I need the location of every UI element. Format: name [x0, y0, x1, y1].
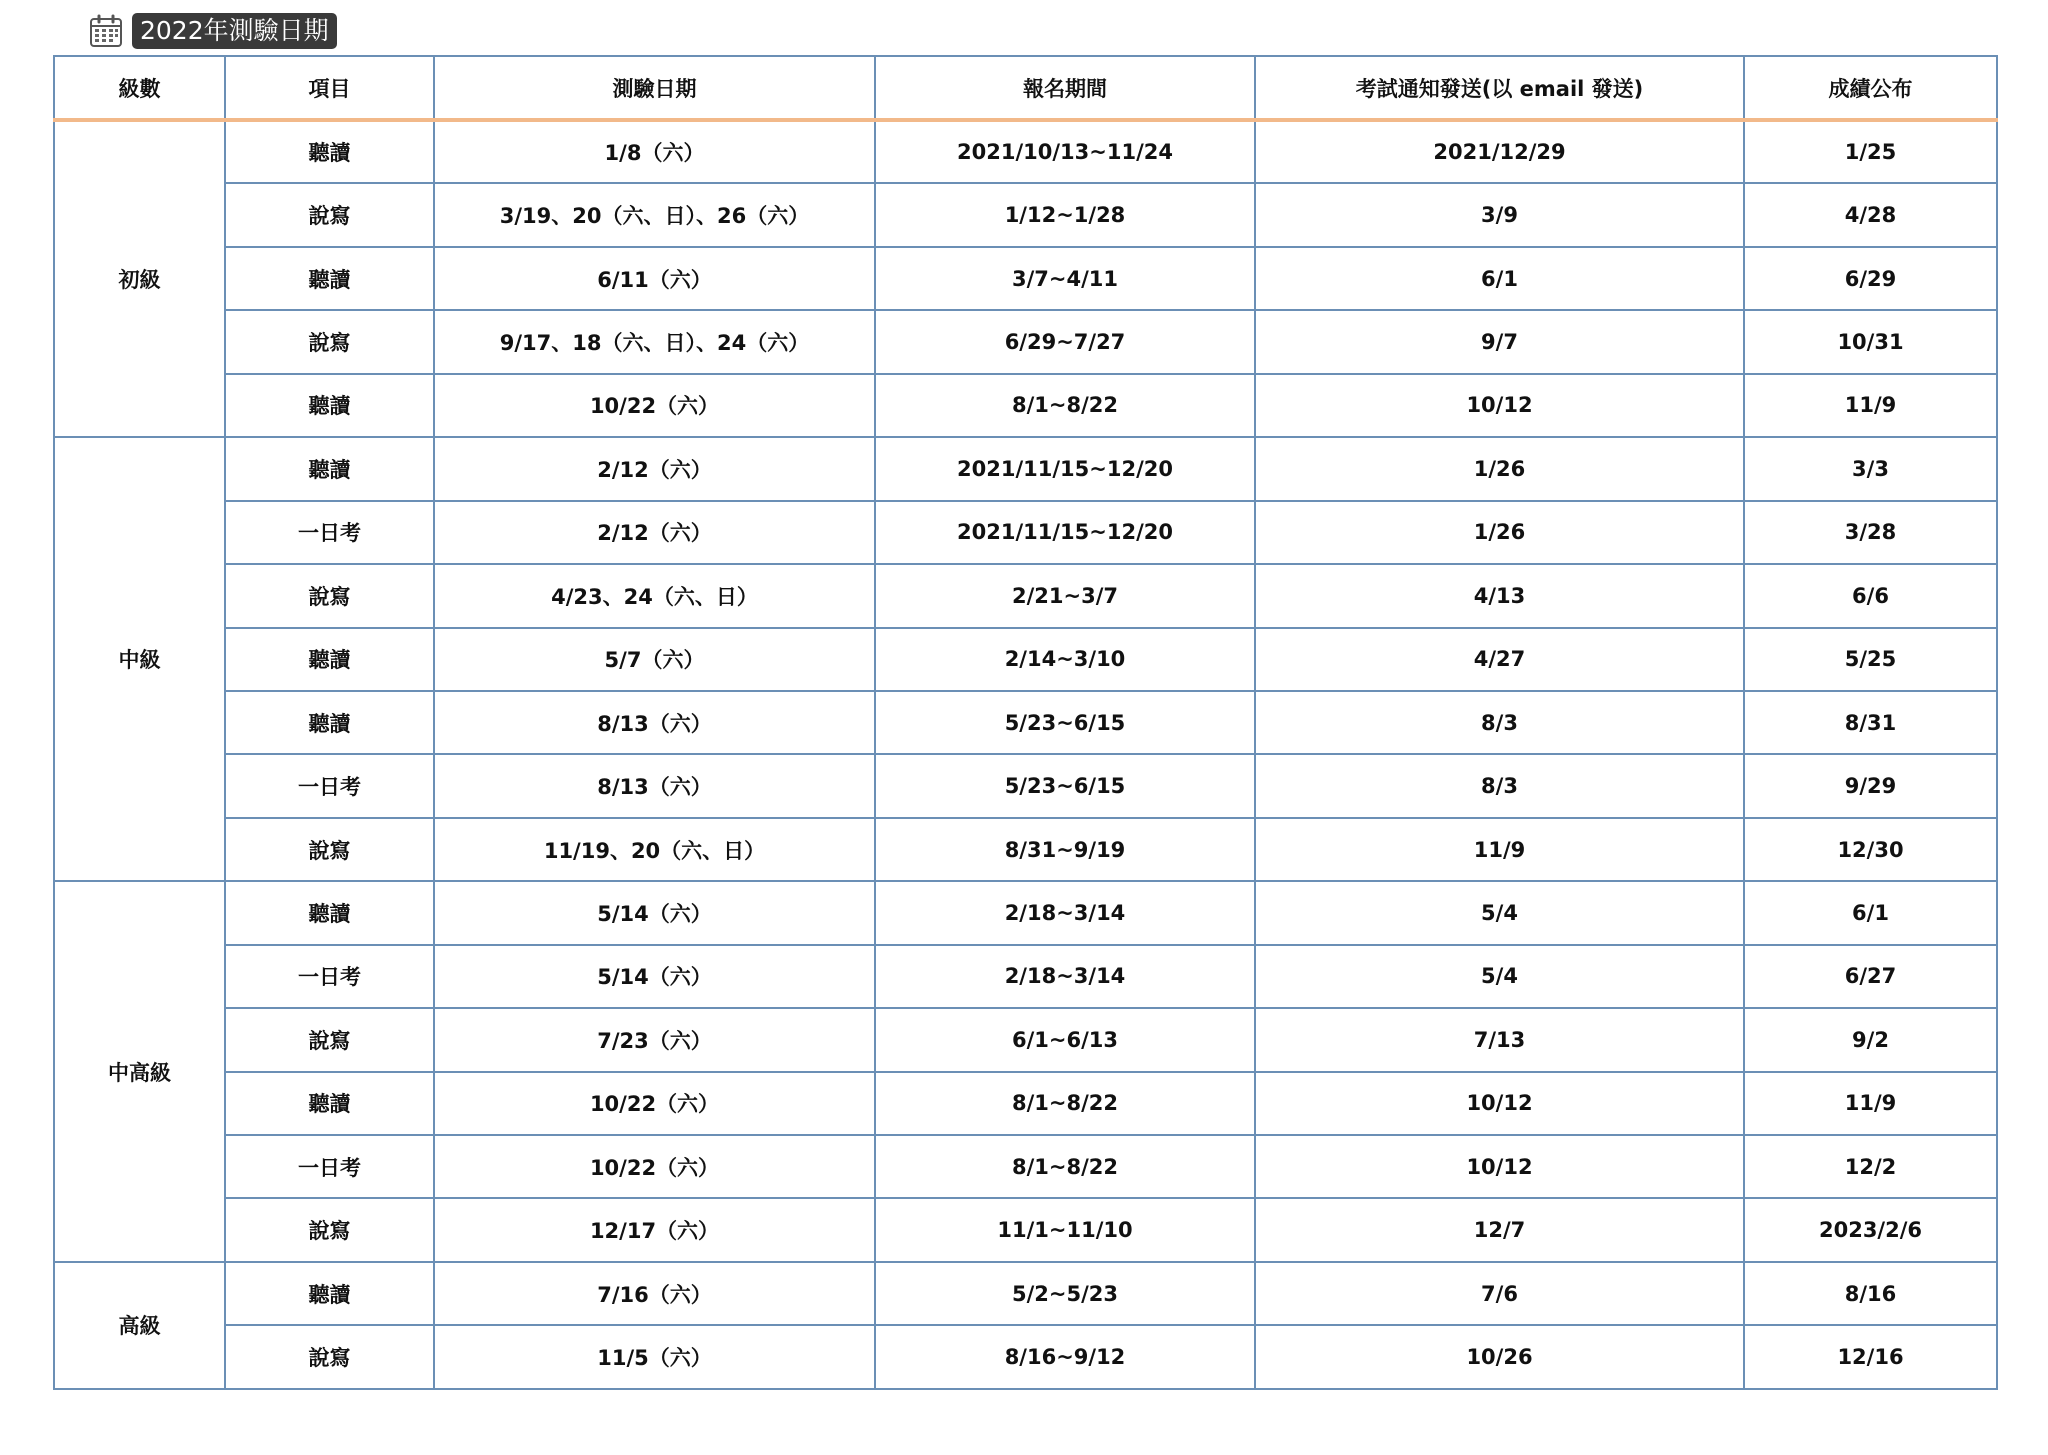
results-cell: 10/31 — [1744, 310, 1997, 373]
results-cell: 9/2 — [1744, 1008, 1997, 1071]
results-cell: 11/9 — [1744, 1072, 1997, 1135]
test-date-cell: 5/14（六） — [434, 881, 875, 944]
results-cell: 4/28 — [1744, 183, 1997, 246]
table-row — [54, 1008, 1997, 1071]
item-cell: 聽讀 — [225, 247, 434, 310]
table-row — [54, 310, 1997, 373]
notification-cell: 2021/12/29 — [1255, 120, 1744, 183]
registration-cell: 2021/11/15~12/20 — [875, 501, 1255, 564]
notification-cell: 6/1 — [1255, 247, 1744, 310]
test-date-cell: 10/22（六） — [434, 374, 875, 437]
notification-cell: 8/3 — [1255, 691, 1744, 754]
results-cell: 11/9 — [1744, 374, 1997, 437]
registration-cell: 2021/10/13~11/24 — [875, 120, 1255, 183]
registration-cell: 6/1~6/13 — [875, 1008, 1255, 1071]
results-cell: 8/31 — [1744, 691, 1997, 754]
test-date-cell: 3/19、20（六、日）、26（六） — [434, 183, 875, 246]
notification-cell: 1/26 — [1255, 501, 1744, 564]
level-cell: 中級 — [54, 437, 225, 881]
item-cell: 說寫 — [225, 818, 434, 881]
item-cell: 一日考 — [225, 1135, 434, 1198]
item-cell: 說寫 — [225, 183, 434, 246]
test-date-cell: 7/16（六） — [434, 1262, 875, 1325]
results-cell: 12/2 — [1744, 1135, 1997, 1198]
test-date-cell: 5/14（六） — [434, 945, 875, 1008]
notification-cell: 7/6 — [1255, 1262, 1744, 1325]
table-row — [54, 818, 1997, 881]
schedule-body — [54, 120, 1997, 1389]
table-row — [54, 564, 1997, 627]
header-results: 成績公布 — [1744, 56, 1997, 120]
table-row — [54, 501, 1997, 564]
item-cell: 聽讀 — [225, 120, 434, 183]
title-bar — [88, 12, 337, 50]
registration-cell: 11/1~11/10 — [875, 1198, 1255, 1261]
test-date-cell: 11/19、20（六、日） — [434, 818, 875, 881]
level-cell: 初級 — [54, 120, 225, 437]
table-row — [54, 945, 1997, 1008]
test-date-cell: 10/22（六） — [434, 1135, 875, 1198]
test-date-cell: 8/13（六） — [434, 754, 875, 817]
table-row — [54, 1325, 1997, 1389]
test-date-cell: 2/12（六） — [434, 437, 875, 500]
test-date-cell: 10/22（六） — [434, 1072, 875, 1135]
table-row — [54, 754, 1997, 817]
registration-cell: 2/21~3/7 — [875, 564, 1255, 627]
registration-cell: 2/18~3/14 — [875, 945, 1255, 1008]
registration-cell: 2/14~3/10 — [875, 628, 1255, 691]
page-title: 2022年測驗日期 — [132, 13, 337, 49]
level-cell: 中高級 — [54, 881, 225, 1262]
results-cell: 3/3 — [1744, 437, 1997, 500]
item-cell: 一日考 — [225, 754, 434, 817]
results-cell: 12/30 — [1744, 818, 1997, 881]
table-row — [54, 1262, 1997, 1325]
results-cell: 8/16 — [1744, 1262, 1997, 1325]
table-row — [54, 881, 1997, 944]
notification-cell: 7/13 — [1255, 1008, 1744, 1071]
test-date-cell: 1/8（六） — [434, 120, 875, 183]
item-cell: 說寫 — [225, 564, 434, 627]
results-cell: 1/25 — [1744, 120, 1997, 183]
registration-cell: 5/23~6/15 — [875, 754, 1255, 817]
test-date-cell: 6/11（六） — [434, 247, 875, 310]
test-date-cell: 8/13（六） — [434, 691, 875, 754]
results-cell: 9/29 — [1744, 754, 1997, 817]
test-date-cell: 7/23（六） — [434, 1008, 875, 1071]
registration-cell: 8/1~8/22 — [875, 1072, 1255, 1135]
header-notification: 考試通知發送(以 email 發送) — [1255, 56, 1744, 120]
results-cell: 12/16 — [1744, 1325, 1997, 1389]
results-cell: 6/6 — [1744, 564, 1997, 627]
header-row — [54, 56, 1997, 120]
item-cell: 聽讀 — [225, 691, 434, 754]
notification-cell: 10/12 — [1255, 1072, 1744, 1135]
results-cell: 6/27 — [1744, 945, 1997, 1008]
notification-cell: 1/26 — [1255, 437, 1744, 500]
table-row — [54, 1135, 1997, 1198]
table-row — [54, 183, 1997, 246]
registration-cell: 8/16~9/12 — [875, 1325, 1255, 1389]
notification-cell: 4/27 — [1255, 628, 1744, 691]
notification-cell: 10/12 — [1255, 1135, 1744, 1198]
notification-cell: 10/26 — [1255, 1325, 1744, 1389]
notification-cell: 8/3 — [1255, 754, 1744, 817]
registration-cell: 2021/11/15~12/20 — [875, 437, 1255, 500]
calendar-icon — [88, 13, 124, 49]
registration-cell: 2/18~3/14 — [875, 881, 1255, 944]
table-row — [54, 437, 1997, 500]
table-row — [54, 691, 1997, 754]
item-cell: 說寫 — [225, 310, 434, 373]
item-cell: 一日考 — [225, 945, 434, 1008]
test-date-cell: 4/23、24（六、日） — [434, 564, 875, 627]
results-cell: 3/28 — [1744, 501, 1997, 564]
results-cell: 6/1 — [1744, 881, 1997, 944]
header-level: 級數 — [54, 56, 225, 120]
header-registration-period: 報名期間 — [875, 56, 1255, 120]
item-cell: 一日考 — [225, 501, 434, 564]
item-cell: 聽讀 — [225, 881, 434, 944]
item-cell: 聽讀 — [225, 1072, 434, 1135]
test-date-cell: 9/17、18（六、日）、24（六） — [434, 310, 875, 373]
notification-cell: 5/4 — [1255, 881, 1744, 944]
notification-cell: 9/7 — [1255, 310, 1744, 373]
registration-cell: 6/29~7/27 — [875, 310, 1255, 373]
registration-cell: 8/1~8/22 — [875, 1135, 1255, 1198]
registration-cell: 3/7~4/11 — [875, 247, 1255, 310]
header-item: 項目 — [225, 56, 434, 120]
notification-cell: 11/9 — [1255, 818, 1744, 881]
test-date-cell: 5/7（六） — [434, 628, 875, 691]
table-row — [54, 120, 1997, 183]
item-cell: 聽讀 — [225, 437, 434, 500]
table-row — [54, 374, 1997, 437]
notification-cell: 4/13 — [1255, 564, 1744, 627]
table-row — [54, 247, 1997, 310]
registration-cell: 1/12~1/28 — [875, 183, 1255, 246]
notification-cell: 5/4 — [1255, 945, 1744, 1008]
notification-cell: 12/7 — [1255, 1198, 1744, 1261]
results-cell: 5/25 — [1744, 628, 1997, 691]
item-cell: 聽讀 — [225, 628, 434, 691]
test-date-cell: 12/17（六） — [434, 1198, 875, 1261]
table-row — [54, 1198, 1997, 1261]
item-cell: 聽讀 — [225, 374, 434, 437]
item-cell: 說寫 — [225, 1198, 434, 1261]
schedule-table — [53, 55, 1998, 1390]
registration-cell: 8/31~9/19 — [875, 818, 1255, 881]
registration-cell: 5/23~6/15 — [875, 691, 1255, 754]
header-test-date: 測驗日期 — [434, 56, 875, 120]
level-cell: 高級 — [54, 1262, 225, 1389]
notification-cell: 10/12 — [1255, 374, 1744, 437]
item-cell: 說寫 — [225, 1325, 434, 1389]
test-date-cell: 11/5（六） — [434, 1325, 875, 1389]
table-row — [54, 1072, 1997, 1135]
test-date-cell: 2/12（六） — [434, 501, 875, 564]
results-cell: 6/29 — [1744, 247, 1997, 310]
item-cell: 聽讀 — [225, 1262, 434, 1325]
notification-cell: 3/9 — [1255, 183, 1744, 246]
item-cell: 說寫 — [225, 1008, 434, 1071]
table-row — [54, 628, 1997, 691]
results-cell: 2023/2/6 — [1744, 1198, 1997, 1261]
registration-cell: 5/2~5/23 — [875, 1262, 1255, 1325]
registration-cell: 8/1~8/22 — [875, 374, 1255, 437]
